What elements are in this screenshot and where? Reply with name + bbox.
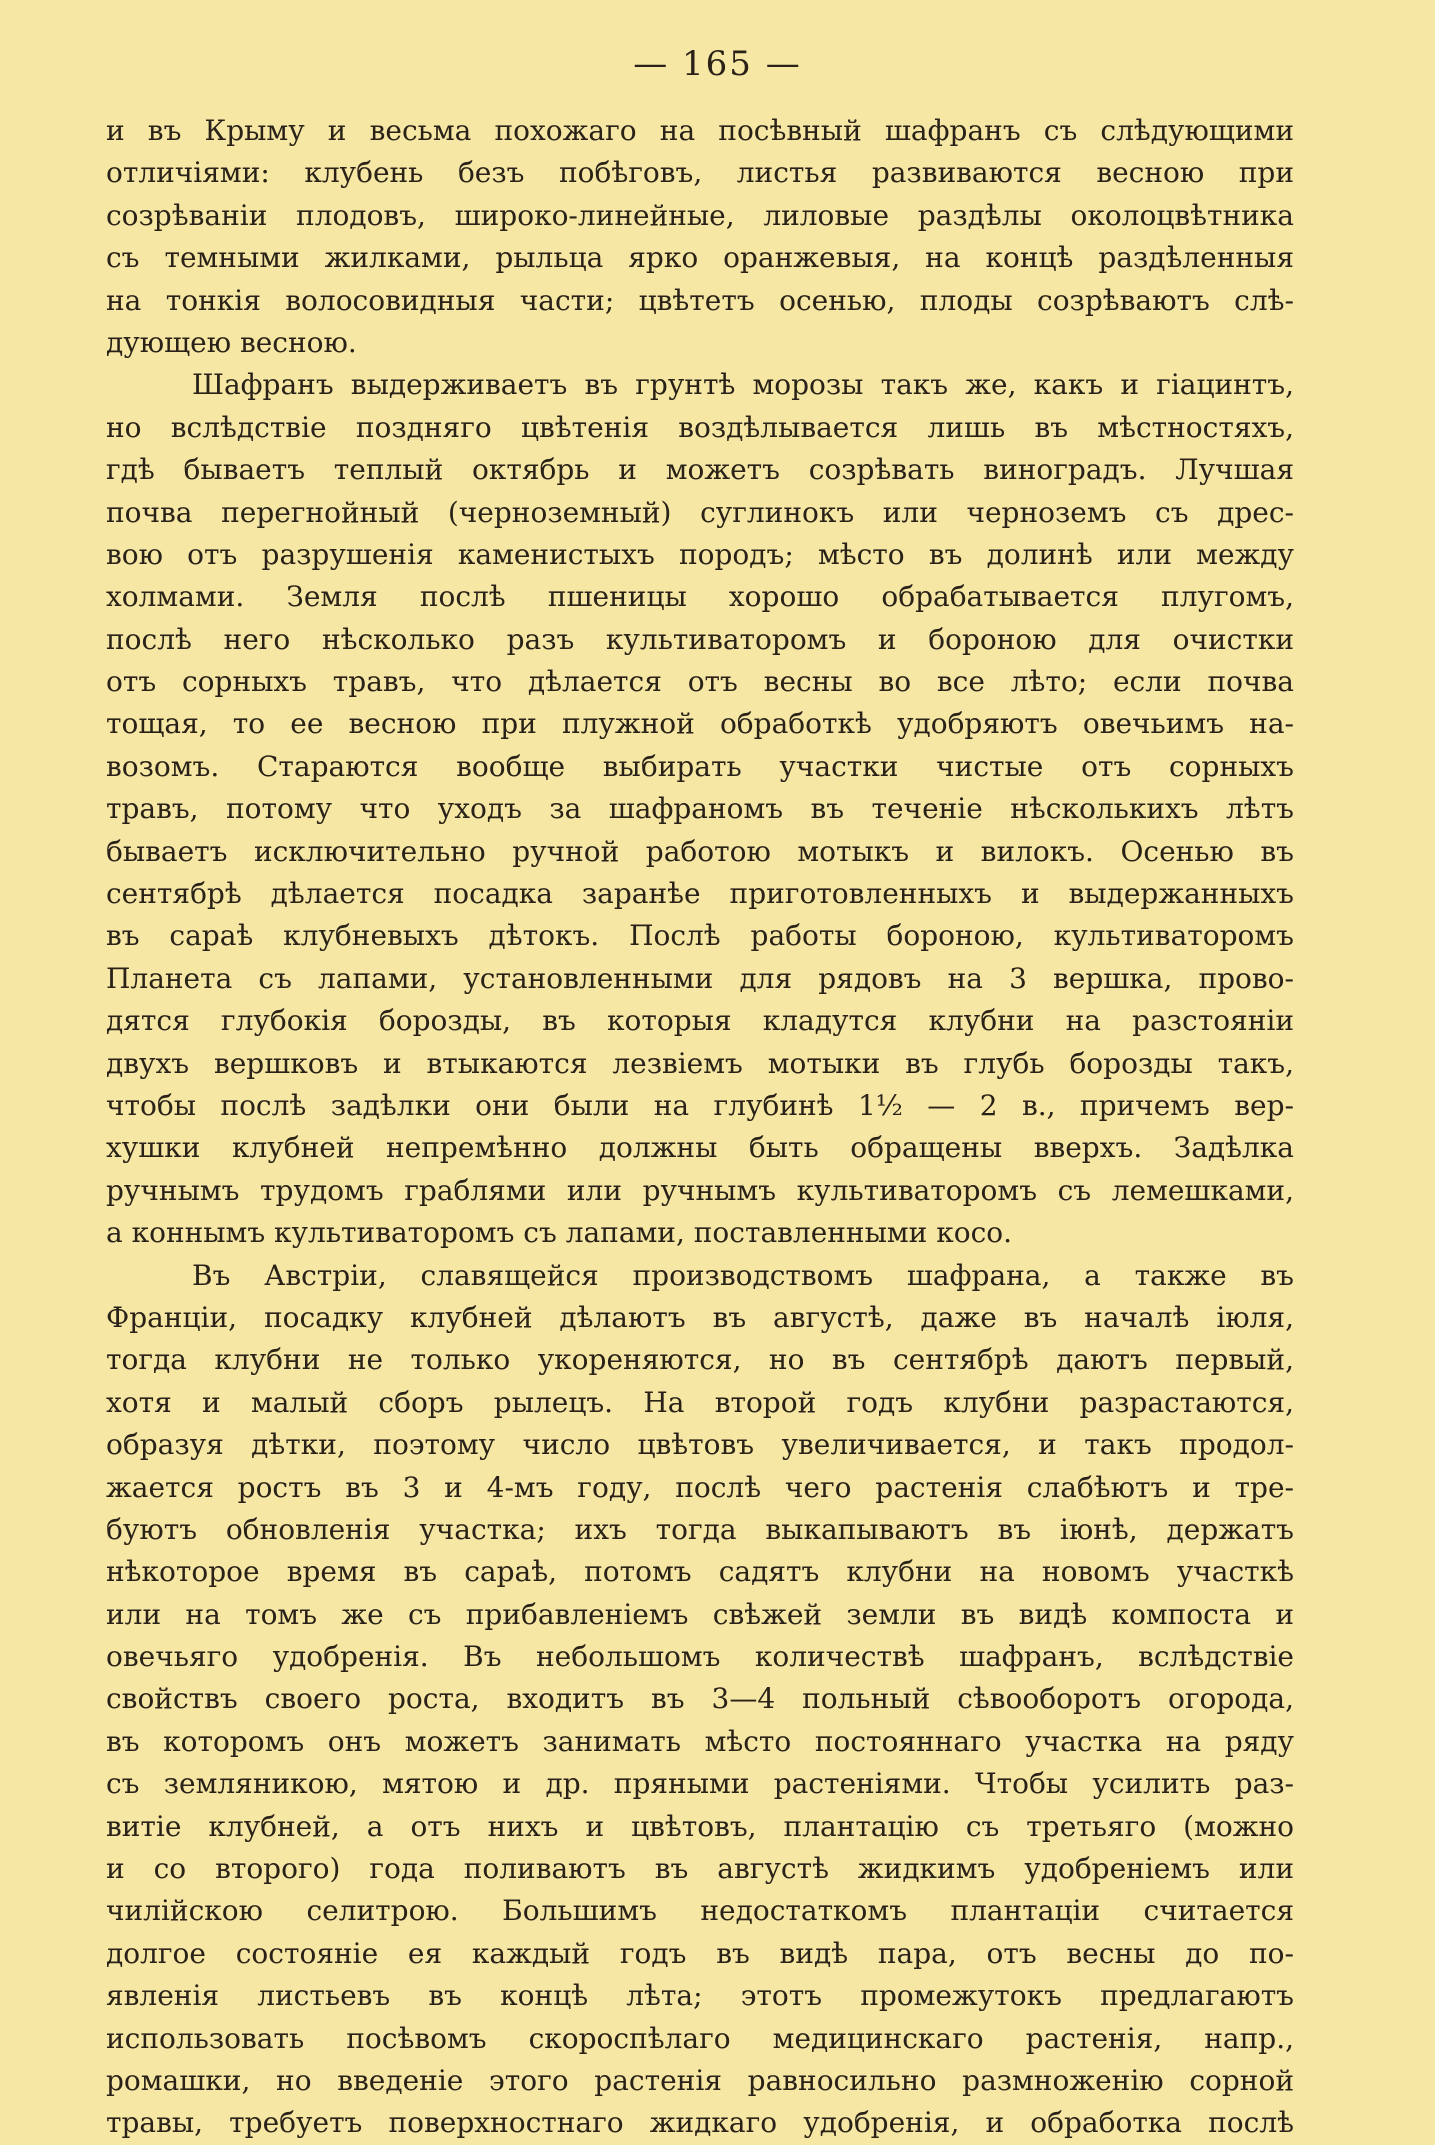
page-number: — 165 — [633,44,802,84]
text-line: Франціи, посадку клубней дѣлаютъ въ августѣ, даже въ началѣ іюля, [106,1300,1294,1334]
text-line: вою отъ разрушенія каменистыхъ породъ; мѣсто въ долинѣ или между [106,537,1294,571]
text-line: созрѣваніи плодовъ, широко-линейные, лиловые раздѣлы околоцвѣтника [106,198,1294,232]
text-line: гдѣ бываетъ теплый октябрь и можетъ созрѣвать виноградъ. Лучшая [106,453,1294,487]
text-line: явленія листьевъ въ концѣ лѣта; этотъ промежутокъ предлагаютъ [106,1979,1294,2013]
text-line: чилійскою селитрою. Большимъ недостаткомъ плантаціи считается [106,1894,1294,1928]
text-line: образуя дѣтки, поэтому число цвѣтовъ увеличивается, и такъ продол- [106,1428,1294,1462]
text-line: тогда клубни не только укореняются, но въ сентябрѣ даютъ первый, [106,1343,1294,1377]
text-line: въ которомъ онъ можетъ занимать мѣсто постояннаго участка на ряду [106,1724,1294,1758]
text-line: съ темными жилками, рыльца ярко оранжевыя, на концѣ раздѣленныя [106,241,1294,275]
text-line: ручнымъ трудомъ граблями или ручнымъ культиваторомъ съ лемешками, [106,1173,1294,1207]
text-line: сентябрѣ дѣлается посадка заранѣе приготовленныхъ и выдержанныхъ [106,877,1294,911]
text-line: и со второго) года поливаютъ въ августѣ жидкимъ удобреніемъ или [106,1852,1294,1886]
text-line: долгое состояніе ея каждый годъ въ видѣ пара, отъ весны до по- [106,1936,1294,1970]
text-line: травы, требуетъ поверхностнаго жидкаго удобренія, и обработка послѣ [106,2106,1294,2140]
paragraph-start-line: Въ Австріи, славящейся производствомъ шафрана, а также въ [192,1258,1294,1292]
text-line: отличіями: клубень безъ побѣговъ, листья развиваются весною при [106,156,1294,190]
text-line: витіе клубней, а отъ нихъ и цвѣтовъ, плантацію съ третьяго (можно [106,1809,1294,1843]
text-line: тощая, то ее весною при плужной обработкѣ удобряютъ овечьимъ на- [106,707,1294,741]
text-line: дующею весною. [106,325,357,359]
paragraph-start-line: Шафранъ выдерживаетъ въ грунтѣ морозы такъ же, какъ и гіацинтъ, [192,368,1294,402]
text-line: почва перегнойный (черноземный) суглинокъ или черноземъ съ дрес- [106,495,1294,529]
text-line: чтобы послѣ задѣлки они были на глубинѣ 1½ — 2 в., причемъ вер- [106,1088,1294,1122]
text-line: дятся глубокія борозды, въ которыя кладутся клубни на разстояніи [106,1004,1294,1038]
text-line: нѣкоторое время въ сараѣ, потомъ садятъ клубни на новомъ участкѣ [106,1555,1294,1589]
text-line: послѣ него нѣсколько разъ культиваторомъ и бороною для очистки [106,622,1294,656]
body-text [106,110,1294,2145]
text-line: овечьяго удобренія. Въ небольшомъ количествѣ шафранъ, вслѣдствіе [106,1640,1294,1674]
text-line: холмами. Земля послѣ пшеницы хорошо обрабатывается плугомъ, [106,580,1294,614]
text-line: двухъ вершковъ и втыкаются лезвіемъ мотыки въ глубь борозды такъ, [106,1046,1294,1080]
text-line: жается ростъ въ 3 и 4-мъ году, послѣ чего растенія слабѣютъ и тре- [106,1470,1294,1504]
text-line: въ сараѣ клубневыхъ дѣтокъ. Послѣ работы бороною, культиваторомъ [106,919,1294,953]
text-line: на тонкія волосовидныя части; цвѣтетъ осенью, плоды созрѣваютъ слѣ- [106,283,1294,317]
text-line: травъ, потому что уходъ за шафраномъ въ теченіе нѣсколькихъ лѣтъ [106,792,1294,826]
text-line: хотя и малый сборъ рылецъ. На второй годъ клубни разрастаются, [106,1385,1294,1419]
text-line: буютъ обновленія участка; ихъ тогда выкапываютъ въ іюнѣ, держатъ [106,1512,1294,1546]
text-line: использовать посѣвомъ скороспѣлаго медицинскаго растенія, напр., [106,2021,1294,2055]
text-line: бываетъ исключительно ручной работою мотыкъ и вилокъ. Осенью въ [106,834,1294,868]
text-line: Планета съ лапами, установленными для рядовъ на 3 вершка, прово- [106,961,1294,995]
text-line: отъ сорныхъ травъ, что дѣлается отъ весны во все лѣто; если почва [106,665,1294,699]
text-line: возомъ. Стараются вообще выбирать участки чистые отъ сорныхъ [106,749,1294,783]
text-line: хушки клубней непремѣнно должны быть обращены вверхъ. Задѣлка [106,1131,1294,1165]
text-line: но вслѣдствіе поздняго цвѣтенія воздѣлывается лишь въ мѣстностяхъ, [106,410,1294,444]
text-line: свойствъ своего роста, входитъ въ 3—4 польный сѣвооборотъ огорода, [106,1682,1294,1716]
text-line: а коннымъ культиваторомъ съ лапами, поставленными косо. [106,1216,1013,1250]
text-line: ромашки, но введеніе этого растенія равносильно размноженію сорной [106,2063,1294,2097]
text-line: или на томъ же съ прибавленіемъ свѣжей земли въ видѣ компоста и [106,1597,1294,1631]
text-line: съ земляникою, мятою и др. пряными растеніями. Чтобы усилить раз- [106,1767,1294,1801]
text-line: и въ Крыму и весьма похожаго на посѣвный шафранъ съ слѣдующими [106,114,1294,147]
